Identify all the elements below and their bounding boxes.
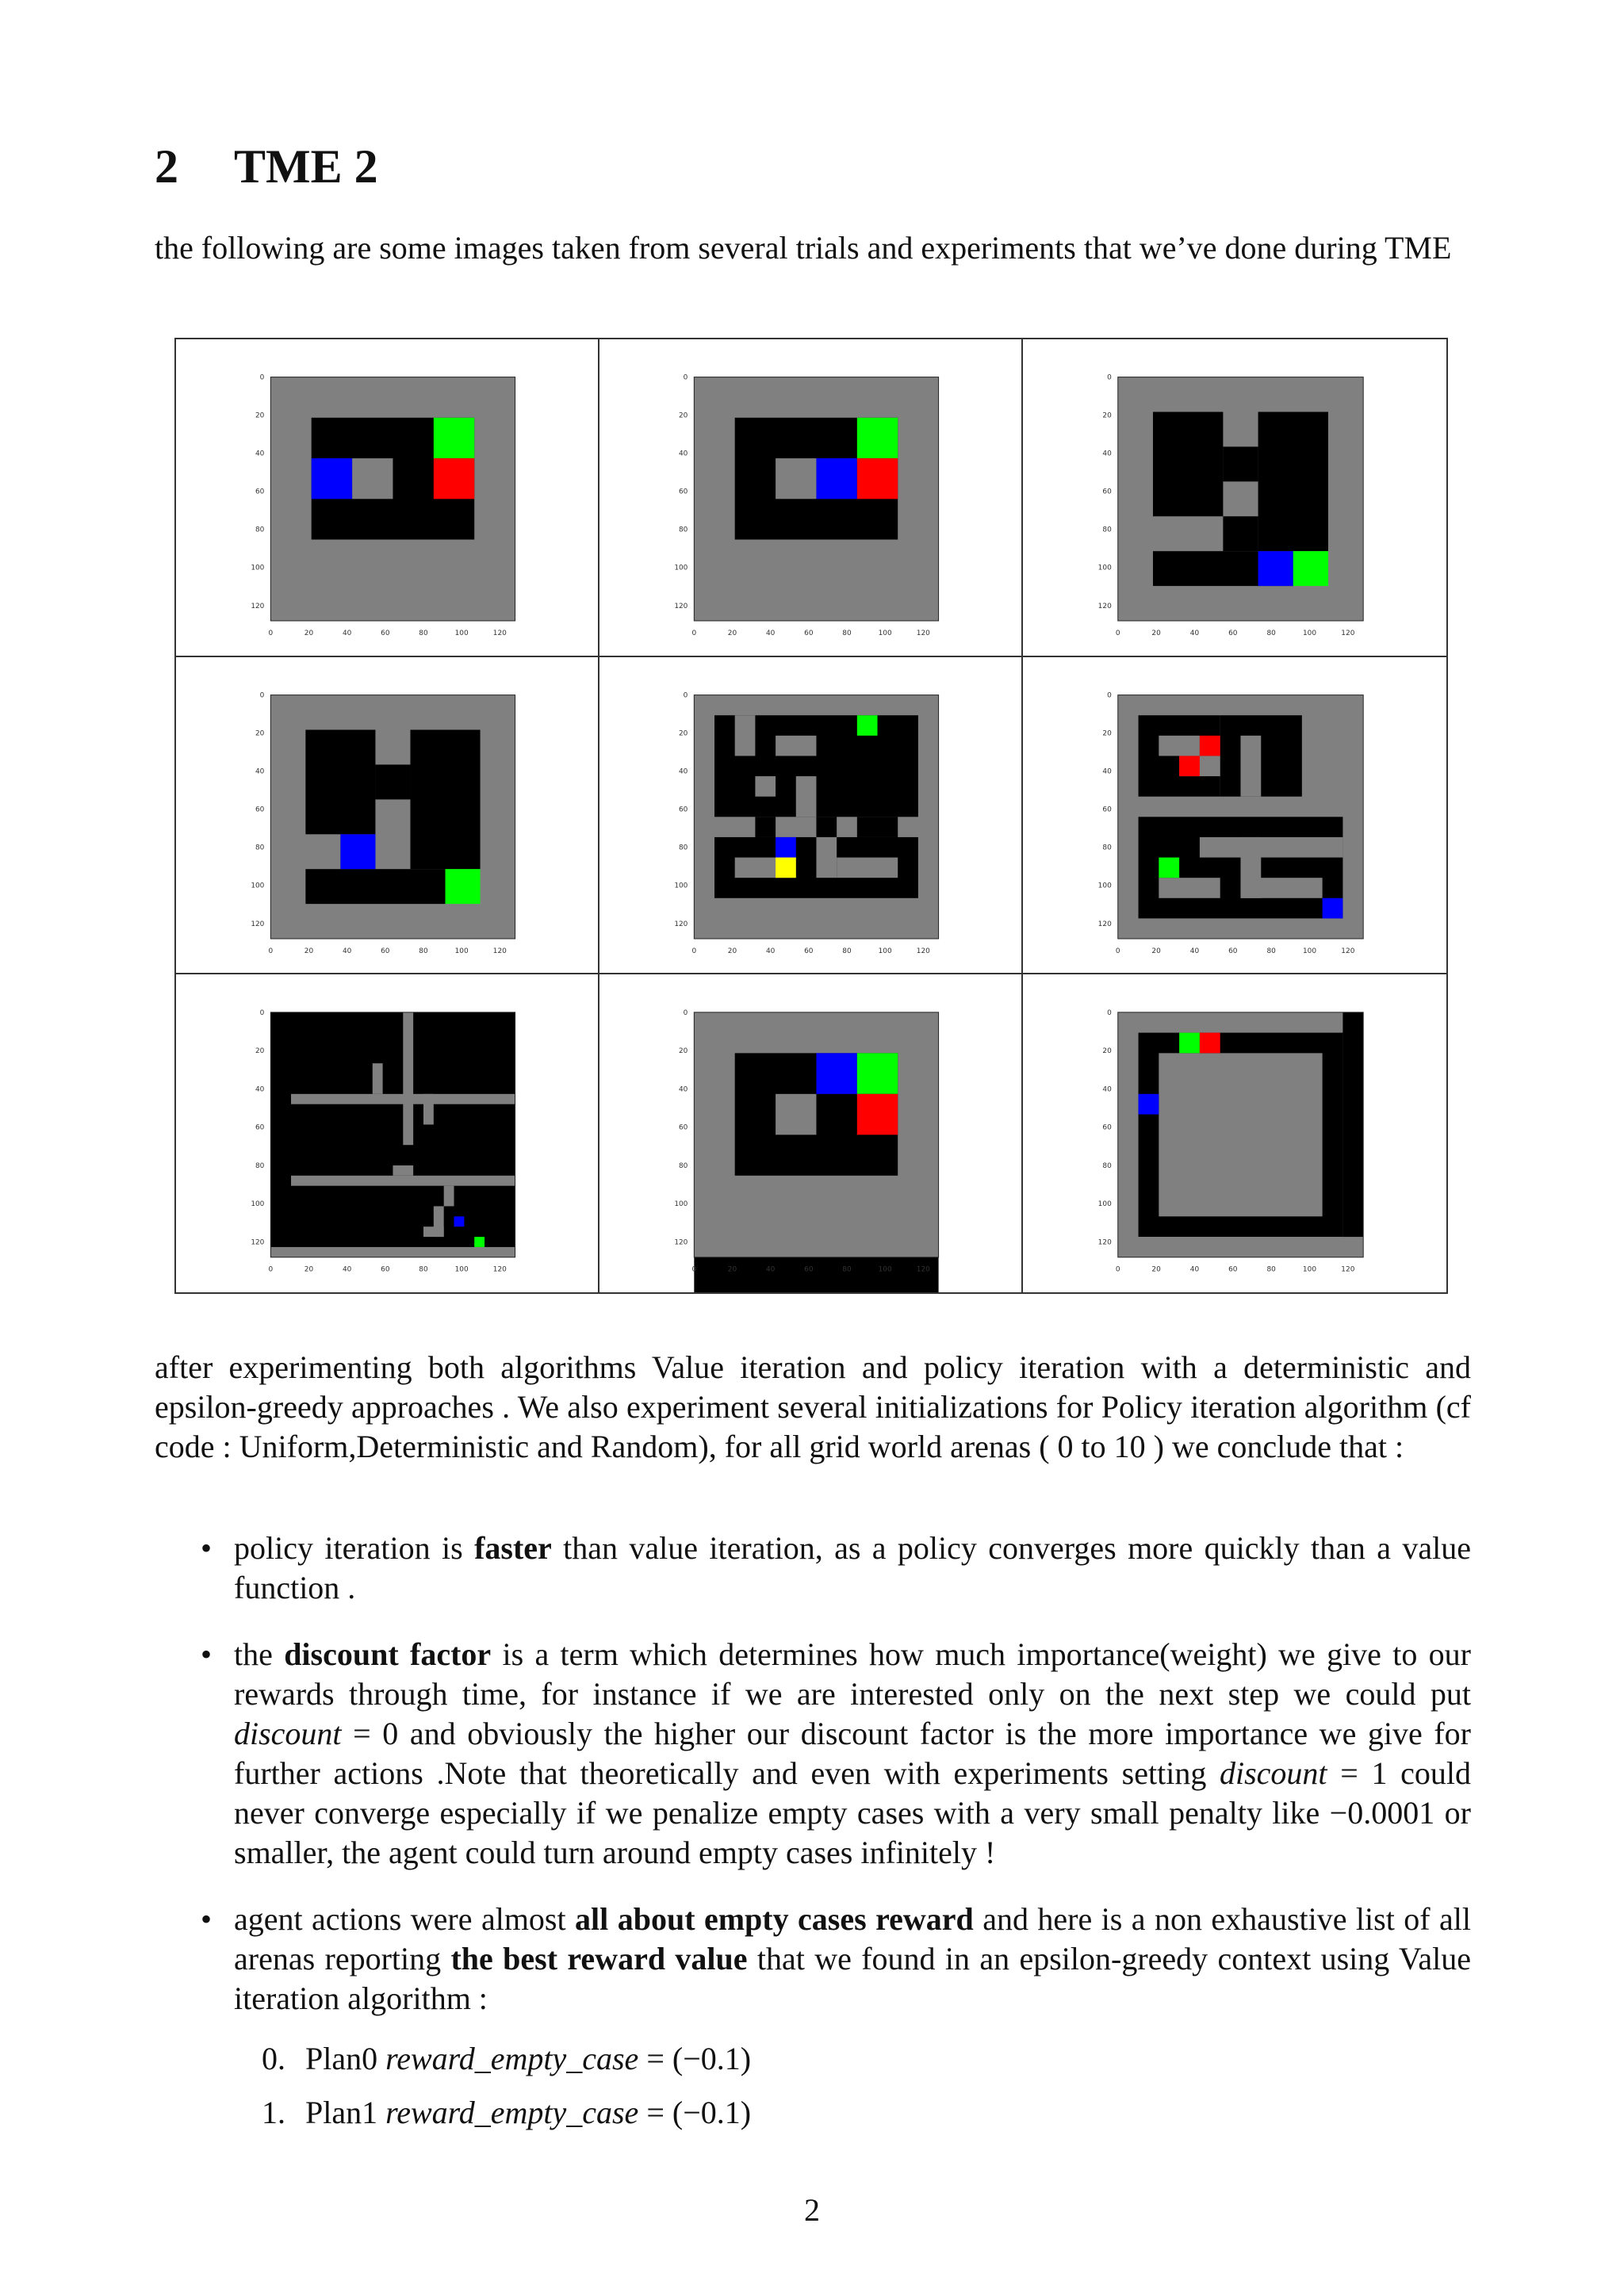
y-tick-label: 0 — [683, 691, 688, 700]
grid-cell-wall — [352, 458, 393, 499]
grid-cell-wall — [735, 715, 756, 756]
y-tick-label: 0 — [259, 691, 265, 700]
section-heading — [155, 140, 378, 194]
y-tick-label: 80 — [1102, 526, 1112, 534]
x-tick-label: 60 — [381, 629, 390, 637]
finding-policy-iteration: • policy iteration is faster than value iteration, as a policy converges more quickly than a value function . — [155, 1529, 1471, 1608]
x-tick-label: 40 — [765, 629, 776, 637]
y-tick-label: 0 — [1107, 691, 1112, 700]
grid-cell-empty — [1153, 412, 1223, 517]
grid-cell-empty — [857, 817, 898, 837]
gridworld-panel — [176, 657, 599, 975]
y-tick-label: 120 — [1097, 602, 1112, 610]
y-tick-label: 40 — [679, 1085, 688, 1094]
grid-cell-goal — [857, 1054, 898, 1094]
grid-cell-goal — [857, 418, 898, 458]
grid-cell-wall — [816, 837, 837, 878]
grid-cell-wall — [1118, 1012, 1363, 1033]
x-tick-label: 20 — [304, 947, 314, 955]
y-tick-label: 80 — [255, 526, 265, 534]
plan-item: 1. Plan1 reward_empty_case = (−0.1) — [262, 2095, 752, 2130]
grid-cell-goal — [434, 418, 474, 458]
x-tick-label: 0 — [1115, 1266, 1120, 1275]
gridworld-plot — [176, 657, 598, 974]
grid-cell-wall — [1159, 878, 1220, 898]
grid-cell-wall — [444, 1186, 454, 1207]
grid-cell-danger — [857, 458, 898, 499]
y-tick-label: 100 — [1097, 882, 1112, 890]
grid-cell-wall — [270, 1247, 515, 1257]
grid-cell-agent — [1323, 897, 1343, 918]
y-tick-label: 40 — [255, 1085, 265, 1094]
grid-cell-agent — [776, 837, 796, 858]
grid-cell-wall — [1159, 1054, 1322, 1217]
x-tick-label: 40 — [1189, 1266, 1200, 1275]
x-tick-label: 60 — [1228, 947, 1238, 955]
grid-cell-danger — [1200, 1033, 1220, 1054]
y-tick-label: 60 — [1102, 806, 1112, 814]
grid-cell-wall — [776, 735, 816, 756]
y-tick-label: 80 — [679, 1162, 688, 1171]
x-tick-label: 80 — [419, 629, 428, 637]
y-tick-label: 40 — [255, 767, 265, 776]
grid-cell-wall — [1240, 735, 1261, 796]
y-tick-label: 60 — [679, 1123, 688, 1132]
y-tick-label: 100 — [1097, 1200, 1112, 1209]
gridworld-panel — [1023, 339, 1446, 657]
grid-cell-agent — [312, 458, 352, 499]
grid-cell-danger — [1179, 756, 1200, 776]
x-tick-label: 0 — [268, 947, 274, 955]
grid-cell-empty — [305, 729, 375, 834]
y-tick-label: 0 — [1107, 1009, 1112, 1018]
x-tick-label: 120 — [916, 629, 930, 637]
plot-background — [270, 1012, 515, 1257]
y-tick-label: 20 — [255, 729, 265, 738]
x-tick-label: 0 — [268, 1266, 274, 1275]
x-tick-label: 100 — [454, 1266, 469, 1275]
gridworld-panel — [599, 974, 1023, 1292]
grid-cell-key — [776, 857, 796, 878]
y-tick-label: 120 — [674, 1238, 688, 1247]
grid-cell-wall — [755, 776, 776, 797]
grid-cell-danger — [857, 1094, 898, 1135]
x-tick-label: 40 — [765, 1266, 776, 1275]
x-tick-label: 60 — [804, 947, 814, 955]
findings-list — [155, 1529, 1471, 2045]
grid-cell-goal — [1159, 857, 1179, 878]
y-tick-label: 20 — [1102, 729, 1112, 738]
y-tick-label: 80 — [678, 526, 688, 534]
plan-item: 0. Plan0 reward_empty_case = (−0.1) — [262, 2041, 752, 2076]
x-tick-label: 40 — [1189, 947, 1200, 955]
y-tick-label: 120 — [251, 602, 265, 610]
x-tick-label: 80 — [1266, 629, 1276, 637]
x-tick-label: 0 — [268, 629, 274, 637]
x-tick-label: 80 — [842, 1266, 852, 1275]
grid-cell-agent — [1258, 551, 1293, 586]
grid-cell-empty — [410, 729, 480, 869]
y-tick-label: 100 — [674, 564, 688, 572]
gridworld-panel — [176, 974, 599, 1292]
finding-empty-case-reward: • agent actions were almost all about empty cases reward and here is a non exhaustive list of all arenas reporting the best reward value that we found in an epsilon-greedy context using Value iteration algorithm : — [155, 1900, 1471, 2019]
x-tick-label: 60 — [1228, 629, 1238, 637]
conclusion-paragraph: after experimenting both algorithms Value iteration and policy iteration with a deterministic and epsilon-greedy approaches . We also experiment several initializations for Policy iteration algorithm (cf code : Uniform,Deterministic and Random), for all grid world arenas ( 0 to 10 ) we conclude that : — [155, 1349, 1471, 1464]
grid-cell-wall — [423, 1094, 434, 1125]
x-tick-label: 120 — [1341, 947, 1355, 955]
grid-cell-empty — [1223, 516, 1258, 551]
grid-cell-goal — [1179, 1033, 1200, 1054]
grid-cell-wall — [423, 1227, 444, 1238]
y-tick-label: 40 — [1102, 450, 1112, 458]
x-tick-label: 0 — [691, 947, 697, 955]
grid-cell-empty — [1223, 446, 1258, 481]
grid-cell-agent — [816, 458, 856, 499]
grid-cell-wall — [1200, 837, 1342, 858]
y-tick-label: 100 — [251, 1200, 265, 1209]
x-tick-label: 100 — [878, 1266, 892, 1275]
grid-cell-goal — [446, 869, 481, 904]
gridworld-plot — [1023, 974, 1446, 1292]
x-tick-label: 0 — [1115, 947, 1120, 955]
grid-cell-wall — [1118, 1237, 1363, 1257]
x-tick-label: 60 — [381, 947, 390, 955]
page-number: 2 — [804, 2192, 820, 2228]
y-tick-label: 100 — [1097, 564, 1112, 572]
figure-grid — [176, 339, 1446, 1292]
grid-cell-empty — [1342, 1012, 1363, 1257]
grid-cell-wall — [291, 1176, 515, 1186]
x-tick-label: 80 — [419, 1266, 428, 1275]
y-tick-label: 20 — [255, 1047, 265, 1056]
y-tick-label: 0 — [259, 1009, 265, 1018]
grid-cell-wall — [837, 857, 898, 878]
y-tick-label: 20 — [1102, 411, 1112, 420]
x-tick-label: 60 — [381, 1266, 390, 1275]
x-tick-label: 120 — [916, 1266, 930, 1275]
grid-cell-wall — [1159, 735, 1200, 756]
x-tick-label: 80 — [1266, 947, 1276, 955]
grid-cell-empty — [694, 1257, 938, 1292]
y-tick-label: 60 — [678, 806, 688, 814]
grid-cell-wall — [393, 1165, 413, 1176]
x-tick-label: 100 — [878, 629, 892, 637]
y-tick-label: 100 — [674, 1200, 688, 1209]
x-tick-label: 40 — [765, 947, 776, 955]
x-tick-label: 100 — [1302, 1266, 1317, 1275]
y-tick-label: 40 — [678, 767, 688, 776]
grid-cell-goal — [1293, 551, 1328, 586]
x-tick-label: 60 — [804, 629, 814, 637]
x-tick-label: 60 — [804, 1266, 814, 1275]
y-tick-label: 20 — [255, 411, 265, 420]
x-tick-label: 20 — [304, 1266, 314, 1275]
y-tick-label: 80 — [678, 844, 688, 852]
y-tick-label: 0 — [259, 373, 265, 382]
y-tick-label: 60 — [678, 488, 688, 496]
x-tick-label: 100 — [878, 947, 892, 955]
y-tick-label: 0 — [683, 1009, 688, 1018]
intro-paragraph: the following are some images taken from several trials and experiments that we’ve done during TME — [155, 230, 1452, 266]
y-tick-label: 20 — [1102, 1047, 1112, 1056]
gridworld-plot — [599, 339, 1021, 656]
gridworld-plot — [176, 974, 598, 1292]
y-tick-label: 40 — [255, 450, 265, 458]
x-tick-label: 120 — [492, 629, 507, 637]
gridworld-plot — [1023, 657, 1446, 974]
y-tick-label: 120 — [674, 920, 688, 928]
grid-cell-goal — [857, 715, 878, 736]
y-tick-label: 120 — [251, 920, 265, 928]
y-tick-label: 40 — [1102, 767, 1112, 776]
y-tick-label: 20 — [678, 411, 688, 420]
grid-cell-agent — [454, 1217, 465, 1227]
y-tick-label: 0 — [1107, 373, 1112, 382]
y-tick-label: 0 — [683, 373, 688, 382]
x-tick-label: 120 — [916, 947, 930, 955]
gridworld-panel — [1023, 657, 1446, 975]
x-tick-label: 20 — [1151, 1266, 1161, 1275]
gridworld-panel — [1023, 974, 1446, 1292]
x-tick-label: 20 — [727, 629, 737, 637]
y-tick-label: 100 — [674, 882, 688, 890]
grid-cell-empty — [375, 764, 410, 799]
grid-cell-wall — [1240, 837, 1261, 898]
grid-cell-empty — [1258, 412, 1328, 552]
x-tick-label: 40 — [342, 947, 352, 955]
gridworld-plot — [1023, 339, 1446, 656]
grid-cell-agent — [340, 834, 375, 869]
y-tick-label: 60 — [1102, 1123, 1112, 1132]
grid-cell-goal — [474, 1237, 485, 1247]
gridworld-plot — [176, 339, 598, 656]
x-tick-label: 60 — [1228, 1266, 1238, 1275]
y-tick-label: 40 — [1102, 1085, 1112, 1094]
y-tick-label: 100 — [251, 882, 265, 890]
gridworld-panel — [599, 657, 1023, 975]
gridworld-figure — [174, 338, 1448, 1294]
x-tick-label: 0 — [1115, 629, 1120, 637]
gridworld-plot — [599, 974, 1021, 1292]
x-tick-label: 20 — [1151, 629, 1161, 637]
x-tick-label: 120 — [492, 1266, 507, 1275]
y-tick-label: 120 — [1097, 1238, 1112, 1247]
x-tick-label: 80 — [842, 947, 852, 955]
grid-cell-wall — [776, 458, 816, 499]
x-tick-label: 0 — [691, 1266, 697, 1275]
grid-cell-wall — [403, 1012, 413, 1145]
grid-cell-agent — [816, 1054, 856, 1094]
x-tick-label: 20 — [727, 947, 737, 955]
x-tick-label: 120 — [1341, 629, 1355, 637]
x-tick-label: 40 — [342, 1266, 352, 1275]
finding-discount-factor: • the discount factor is a term which determines how much importance(weight) we give to our rewards through time, for instance if we are interested only on the next step we could put discount = 0 and obviously the higher our discount factor is the more importance we give for further actions .Note that theoretically and even with experiments setting discount = 1 could never converge especially if we penalize empty cases with a very small penalty like −0.0001 or smaller, the agent could turn around empty cases infinitely ! — [155, 1635, 1471, 1873]
y-tick-label: 80 — [1102, 1162, 1112, 1171]
y-tick-label: 100 — [251, 564, 265, 572]
grid-cell-wall — [796, 776, 817, 817]
gridworld-panel — [176, 339, 599, 657]
grid-cell-wall — [776, 1094, 816, 1135]
y-tick-label: 80 — [1102, 844, 1112, 852]
x-tick-label: 0 — [691, 629, 697, 637]
x-tick-label: 20 — [1151, 947, 1161, 955]
x-tick-label: 100 — [454, 629, 469, 637]
y-tick-label: 60 — [255, 806, 265, 814]
y-tick-label: 80 — [255, 844, 265, 852]
x-tick-label: 100 — [1302, 947, 1317, 955]
y-tick-label: 120 — [251, 1238, 265, 1247]
x-tick-label: 100 — [1302, 629, 1317, 637]
y-tick-label: 60 — [255, 488, 265, 496]
x-tick-label: 40 — [1189, 629, 1200, 637]
section-title: TME 2 — [234, 140, 378, 193]
y-tick-label: 60 — [1102, 488, 1112, 496]
x-tick-label: 80 — [1266, 1266, 1276, 1275]
x-tick-label: 100 — [454, 947, 469, 955]
x-tick-label: 120 — [492, 947, 507, 955]
gridworld-plot — [599, 657, 1021, 974]
y-tick-label: 40 — [678, 450, 688, 458]
grid-cell-agent — [1139, 1094, 1159, 1115]
section-number: 2 — [155, 140, 178, 193]
y-tick-label: 60 — [255, 1123, 265, 1132]
y-tick-label: 20 — [678, 729, 688, 738]
x-tick-label: 20 — [304, 629, 314, 637]
gridworld-panel — [599, 339, 1023, 657]
plans-list — [262, 2039, 751, 2147]
grid-cell-empty — [755, 817, 776, 837]
y-tick-label: 80 — [255, 1162, 265, 1171]
x-tick-label: 40 — [342, 629, 352, 637]
y-tick-label: 120 — [674, 602, 688, 610]
grid-cell-wall — [373, 1064, 383, 1095]
grid-cell-empty — [816, 817, 837, 837]
grid-cell-wall — [291, 1094, 515, 1104]
x-tick-label: 80 — [842, 629, 852, 637]
x-tick-label: 120 — [1341, 1266, 1355, 1275]
x-tick-label: 20 — [727, 1266, 737, 1275]
grid-cell-empty — [305, 869, 445, 904]
y-tick-label: 20 — [679, 1047, 688, 1056]
grid-cell-danger — [434, 458, 474, 499]
y-tick-label: 120 — [1097, 920, 1112, 928]
x-tick-label: 80 — [419, 947, 428, 955]
grid-cell-danger — [1200, 735, 1220, 756]
